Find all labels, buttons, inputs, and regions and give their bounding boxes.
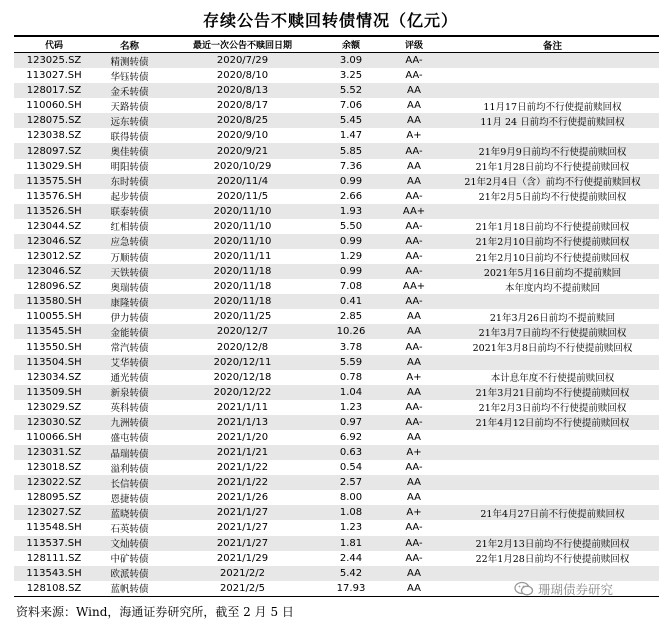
- table-row: [14, 83, 659, 98]
- table-row: [14, 174, 659, 189]
- cell-name: 红相转债: [110, 222, 149, 234]
- cell-balance: 0.99: [339, 235, 363, 247]
- cell-balance: 0.99: [339, 266, 363, 278]
- cell-code: 123022.SZ: [26, 477, 82, 489]
- cell-balance: 7.06: [339, 100, 363, 112]
- cell-remark: [446, 566, 659, 581]
- cell-date: 2021/1/21: [216, 447, 269, 459]
- cell-rating: A+: [406, 447, 422, 459]
- cell-balance: 3.09: [339, 55, 363, 67]
- cell-remark: 21年2月5日前均不行使提前赎回权: [478, 192, 627, 204]
- cell-date: 2020/11/10: [213, 205, 272, 217]
- cell-code: 113550.SH: [26, 341, 82, 353]
- cell-date: 2021/1/20: [216, 431, 269, 443]
- cell-code: 128096.SZ: [26, 281, 82, 293]
- cell-remark: 21年1月18日前均不行使提前赎回权: [475, 222, 630, 234]
- cell-remark: [446, 430, 659, 445]
- cell-remark: 21年2月10日前均不行使提前赎回权: [475, 237, 630, 249]
- cell-remark: [446, 475, 659, 490]
- header-rating: 评级: [404, 41, 423, 51]
- cell-code: 123012.SZ: [26, 251, 82, 263]
- cell-code: 123034.SZ: [26, 371, 82, 383]
- cell-code: 113537.SH: [26, 537, 82, 549]
- cell-date: 2020/11/5: [216, 190, 269, 202]
- cell-balance: 0.63: [339, 447, 363, 459]
- cell-rating: AA: [407, 326, 421, 338]
- table-row: [14, 566, 659, 581]
- cell-remark: [446, 355, 659, 370]
- cell-date: 2020/9/10: [216, 130, 269, 142]
- table-row: [14, 339, 659, 354]
- cell-name: 奥佳转债: [110, 147, 149, 158]
- cell-remark: [446, 520, 659, 535]
- cell-name: 九洲转债: [110, 418, 149, 430]
- cell-name: 金禾转债: [110, 86, 149, 98]
- table-row: [14, 143, 659, 158]
- cell-remark: 21年2月10日前均不行使提前赎回权: [475, 252, 630, 264]
- cell-remark: [446, 490, 659, 505]
- cell-balance: 6.92: [339, 431, 363, 443]
- cell-code: 113545.SH: [26, 326, 82, 338]
- cell-rating: AA+: [402, 205, 426, 217]
- cell-code: 113504.SH: [26, 356, 82, 368]
- table-row: [14, 309, 659, 324]
- cell-remark: 21年3月21日前均不行使提前赎回权: [475, 388, 630, 400]
- cell-rating: AA-: [405, 537, 423, 549]
- cell-name: 金能转债: [110, 327, 149, 339]
- cell-name: 远东转债: [110, 116, 149, 128]
- cell-balance: 0.78: [339, 371, 363, 383]
- cell-remark: [446, 460, 659, 475]
- cell-date: 2020/12/18: [213, 371, 272, 383]
- cell-rating: AA-: [405, 235, 423, 247]
- cell-date: 2021/1/27: [216, 537, 269, 549]
- cell-rating: A+: [406, 507, 422, 519]
- cell-name: 长信转债: [110, 478, 149, 490]
- cell-date: 2020/7/29: [216, 55, 269, 67]
- cell-name: 起步转债: [110, 192, 149, 204]
- cell-code: 128111.SZ: [26, 552, 82, 564]
- cell-date: 2020/11/18: [213, 296, 272, 308]
- table-row: [14, 385, 659, 400]
- cell-date: 2021/1/26: [216, 492, 269, 504]
- cell-balance: 1.23: [339, 522, 363, 534]
- cell-remark: [446, 128, 659, 143]
- header-remark: 备注: [542, 40, 562, 52]
- cell-balance: 2.44: [339, 552, 363, 564]
- cell-date: 2020/10/29: [213, 160, 272, 172]
- cell-code: 123018.SZ: [26, 462, 82, 474]
- cell-name: 欧派转债: [110, 569, 149, 581]
- cell-date: 2020/9/21: [216, 145, 269, 157]
- cell-balance: 0.54: [339, 462, 363, 474]
- table-row: [14, 204, 659, 219]
- cell-balance: 5.42: [339, 567, 363, 579]
- cell-name: 晶瑞转债: [110, 448, 149, 460]
- cell-name: 联得转债: [110, 131, 149, 143]
- cell-balance: 7.36: [339, 160, 363, 172]
- table-row: [14, 490, 659, 505]
- cell-name: 艾华转债: [110, 358, 149, 370]
- cell-balance: 1.04: [339, 386, 363, 398]
- cell-date: 2020/11/10: [213, 235, 272, 247]
- cell-rating: AA-: [405, 296, 423, 308]
- cell-balance: 5.52: [339, 85, 363, 97]
- cell-date: 2021/1/13: [216, 416, 269, 428]
- cell-code: 123025.SZ: [26, 55, 82, 67]
- wechat-icon: [514, 581, 534, 597]
- cell-date: 2021/1/22: [216, 462, 269, 474]
- table-row: [14, 475, 659, 490]
- cell-remark: 2021年5月16日前均不提前赎回: [483, 267, 622, 279]
- cell-name: 盛屯转债: [110, 433, 149, 445]
- cell-name: 石英转债: [110, 523, 149, 535]
- table-row: [14, 234, 659, 249]
- cell-rating: AA-: [405, 552, 423, 564]
- cell-date: 2020/12/22: [213, 386, 272, 398]
- cell-rating: AA-: [405, 55, 423, 67]
- cell-balance: 1.81: [339, 537, 363, 549]
- cell-remark: 21年4月12日前均不行使提前赎回权: [475, 418, 630, 430]
- cell-rating: AA-: [405, 416, 423, 428]
- cell-balance: 17.93: [336, 582, 366, 594]
- table-row: [14, 189, 659, 204]
- table-row: [14, 128, 659, 143]
- cell-remark: 21年3月26日前均不提前赎回: [489, 312, 616, 324]
- cell-code: 113576.SH: [26, 190, 82, 202]
- cell-remark: 21年3月7日前均不行使提前赎回权: [478, 327, 627, 339]
- cell-balance: 5.85: [339, 145, 363, 157]
- cell-balance: 5.50: [339, 220, 363, 232]
- cell-code: 113526.SH: [26, 205, 82, 217]
- cell-balance: 7.08: [339, 281, 363, 293]
- cell-code: 123044.SZ: [26, 220, 82, 232]
- table-header: [14, 37, 659, 52]
- table-row: [14, 294, 659, 309]
- cell-date: 2020/12/8: [216, 341, 269, 353]
- cell-date: 2020/11/18: [213, 281, 272, 293]
- watermark-text: 珊瑚债券研究: [538, 582, 614, 597]
- cell-name: 恩捷转债: [110, 493, 149, 505]
- cell-name: 康隆转债: [110, 297, 149, 309]
- cell-name: 英科转债: [110, 403, 149, 415]
- header-date: 最近一次公告不赎回日期: [192, 41, 292, 51]
- cell-balance: 10.26: [336, 326, 366, 338]
- cell-code: 128095.SZ: [26, 492, 82, 504]
- cell-balance: 1.08: [339, 507, 363, 519]
- table-row: [14, 53, 659, 68]
- table-row: [14, 249, 659, 264]
- cell-name: 万顺转债: [110, 252, 149, 264]
- cell-rating: AA-: [405, 190, 423, 202]
- cell-name: 溢利转债: [110, 463, 149, 475]
- table-row: [14, 219, 659, 234]
- cell-date: 2020/12/7: [216, 326, 269, 338]
- cell-remark: 本年度内均不提前赎回: [504, 282, 600, 294]
- table-row: [14, 460, 659, 475]
- cell-name: 蓝晓转债: [110, 508, 149, 520]
- cell-rating: AA: [407, 115, 421, 127]
- cell-name: 伊力转债: [110, 312, 149, 324]
- cell-balance: 1.47: [339, 130, 363, 142]
- cell-name: 常汽转债: [110, 343, 149, 355]
- cell-code: 110066.SH: [26, 431, 82, 443]
- table-row: [14, 324, 659, 339]
- cell-rating: AA-: [405, 251, 423, 263]
- cell-rating: AA: [407, 477, 421, 489]
- cell-date: 2021/1/11: [216, 401, 269, 413]
- cell-code: 128017.SZ: [26, 85, 82, 97]
- table-row: [14, 430, 659, 445]
- header-name: 名称: [119, 40, 139, 52]
- cell-rating: AA: [407, 386, 421, 398]
- cell-balance: 2.66: [339, 190, 363, 202]
- cell-rating: AA: [407, 582, 421, 594]
- cell-balance: 0.97: [339, 416, 363, 428]
- cell-rating: AA+: [402, 281, 426, 293]
- cell-rating: AA-: [405, 401, 423, 413]
- cell-rating: AA-: [405, 266, 423, 278]
- cell-balance: 1.23: [339, 401, 363, 413]
- cell-date: 2020/12/11: [213, 356, 272, 368]
- cell-rating: AA: [407, 567, 421, 579]
- table-row: [14, 355, 659, 370]
- table-body: [14, 53, 659, 596]
- header-balance: 余额: [341, 41, 360, 51]
- cell-code: 113027.SH: [26, 70, 82, 82]
- cell-remark: 22年1月28日前均不行使提前赎回权: [475, 554, 630, 566]
- cell-name: 天铁转债: [110, 267, 149, 279]
- cell-code: 128097.SZ: [26, 145, 82, 157]
- cell-remark: 21年2月4日（含）前均不行使提前赎回权: [464, 177, 641, 189]
- cell-date: 2021/2/2: [220, 567, 265, 579]
- watermark: [514, 580, 613, 598]
- cell-rating: AA: [407, 175, 421, 187]
- cell-remark: 2021年3月8日前均不行使提前赎回权: [472, 343, 633, 355]
- cell-balance: 8.00: [339, 492, 363, 504]
- cell-date: 2020/8/13: [216, 85, 269, 97]
- cell-date: 2021/1/27: [216, 522, 269, 534]
- table-title: 存续公告不赎回转债情况（亿元）: [202, 11, 458, 30]
- table-row: [14, 400, 659, 415]
- cell-remark: 21年2月13日前均不行使提前赎回权: [475, 539, 630, 551]
- cell-balance: 3.78: [339, 341, 363, 353]
- cell-date: 2020/8/10: [216, 70, 269, 82]
- cell-name: 文灿转债: [110, 539, 149, 551]
- cell-balance: 0.41: [339, 296, 363, 308]
- cell-code: 113580.SH: [26, 296, 82, 308]
- cell-remark: 11月 24 日前均不行使提前赎回权: [480, 116, 625, 128]
- table-row: [14, 113, 659, 128]
- table-row: [14, 370, 659, 385]
- cell-name: 通光转债: [110, 373, 149, 385]
- table-row: [14, 536, 659, 551]
- cell-date: 2020/11/10: [213, 220, 272, 232]
- cell-rating: AA: [407, 160, 421, 172]
- cell-code: 113029.SH: [26, 160, 82, 172]
- cell-code: 123029.SZ: [26, 401, 82, 413]
- cell-name: 蓝帆转债: [110, 584, 149, 596]
- table-row: [14, 98, 659, 113]
- table-row: [14, 505, 659, 520]
- cell-name: 明阳转债: [110, 162, 149, 174]
- cell-remark: [446, 83, 659, 98]
- cell-rating: AA-: [405, 341, 423, 353]
- cell-balance: 2.85: [339, 311, 363, 323]
- cell-rating: AA-: [405, 522, 423, 534]
- cell-name: 应急转债: [110, 237, 149, 249]
- cell-rating: AA-: [405, 220, 423, 232]
- cell-date: 2021/1/22: [216, 477, 269, 489]
- cell-name: 联泰转债: [110, 207, 149, 219]
- cell-remark: [446, 294, 659, 309]
- cell-code: 113543.SH: [26, 567, 82, 579]
- cell-code: 110055.SH: [26, 311, 82, 323]
- cell-remark: 21年1月28日前均不行使提前赎回权: [475, 162, 630, 174]
- table-row: [14, 551, 659, 566]
- source-note: 资料来源：Wind，海通证券研究所，截至 2 月 5 日: [16, 605, 294, 619]
- cell-rating: AA: [407, 100, 421, 112]
- cell-remark: [446, 445, 659, 460]
- table-row: [14, 264, 659, 279]
- cell-code: 123031.SZ: [26, 447, 82, 459]
- cell-code: 123027.SZ: [26, 507, 82, 519]
- cell-date: 2020/11/18: [213, 266, 272, 278]
- cell-date: 2020/11/25: [213, 311, 272, 323]
- cell-balance: 1.29: [339, 251, 363, 263]
- cell-rating: AA: [407, 356, 421, 368]
- cell-balance: 2.57: [339, 477, 363, 489]
- cell-remark: 21年4月27日前不行使提前赎回权: [480, 508, 625, 520]
- cell-remark: [446, 204, 659, 219]
- cell-date: 2020/8/17: [216, 100, 269, 112]
- cell-date: 2020/11/11: [213, 251, 272, 263]
- table-row: [14, 520, 659, 535]
- cell-date: 2020/11/4: [216, 175, 269, 187]
- cell-code: 128108.SZ: [26, 582, 82, 594]
- cell-name: 华钰转债: [110, 71, 149, 83]
- cell-rating: AA-: [405, 70, 423, 82]
- cell-name: 天路转债: [110, 101, 149, 113]
- cell-name: 东时转债: [110, 177, 149, 189]
- cell-code: 123030.SZ: [26, 416, 82, 428]
- cell-code: 110060.SH: [26, 100, 82, 112]
- cell-code: 128075.SZ: [26, 115, 82, 127]
- cell-rating: A+: [406, 130, 422, 142]
- cell-name: 奥瑞转债: [110, 282, 149, 294]
- cell-code: 113575.SH: [26, 175, 82, 187]
- table-row: [14, 415, 659, 430]
- cell-code: 123046.SZ: [26, 266, 82, 278]
- cell-rating: A+: [406, 371, 422, 383]
- cell-remark: 本计息年度不行使提前赎回权: [490, 373, 615, 385]
- cell-remark: [446, 68, 659, 83]
- cell-balance: 0.99: [339, 175, 363, 187]
- cell-remark: 11月17日前均不行使提前赎回权: [483, 101, 622, 113]
- cell-rating: AA: [407, 311, 421, 323]
- cell-date: 2021/1/27: [216, 507, 269, 519]
- cell-balance: 5.45: [339, 115, 363, 127]
- table-row: [14, 68, 659, 83]
- cell-name: 新泉转债: [110, 388, 149, 400]
- cell-rating: AA-: [405, 145, 423, 157]
- cell-rating: AA: [407, 492, 421, 504]
- header-code: 代码: [44, 41, 63, 51]
- cell-remark: 21年9月9日前均不行使提前赎回权: [478, 147, 627, 158]
- table-row: [14, 159, 659, 174]
- cell-balance: 3.25: [339, 70, 363, 82]
- cell-date: 2021/1/29: [216, 552, 269, 564]
- cell-name: 精测转债: [110, 56, 149, 68]
- cell-code: 113548.SH: [26, 522, 82, 534]
- cell-remark: 21年2月3日前均不行使提前赎回权: [478, 403, 627, 415]
- cell-rating: AA: [407, 85, 421, 97]
- cell-code: 123046.SZ: [26, 235, 82, 247]
- cell-balance: 5.59: [339, 356, 363, 368]
- cell-rating: AA-: [405, 462, 423, 474]
- cell-remark: [446, 53, 659, 68]
- cell-date: 2021/2/5: [220, 582, 265, 594]
- cell-code: 113509.SH: [26, 386, 82, 398]
- cell-rating: AA: [407, 431, 421, 443]
- table-row: [14, 279, 659, 294]
- cell-date: 2020/8/25: [216, 115, 269, 127]
- cell-code: 123038.SZ: [26, 130, 82, 142]
- cell-balance: 1.93: [339, 205, 363, 217]
- table-row: [14, 445, 659, 460]
- cell-name: 中矿转债: [110, 554, 149, 566]
